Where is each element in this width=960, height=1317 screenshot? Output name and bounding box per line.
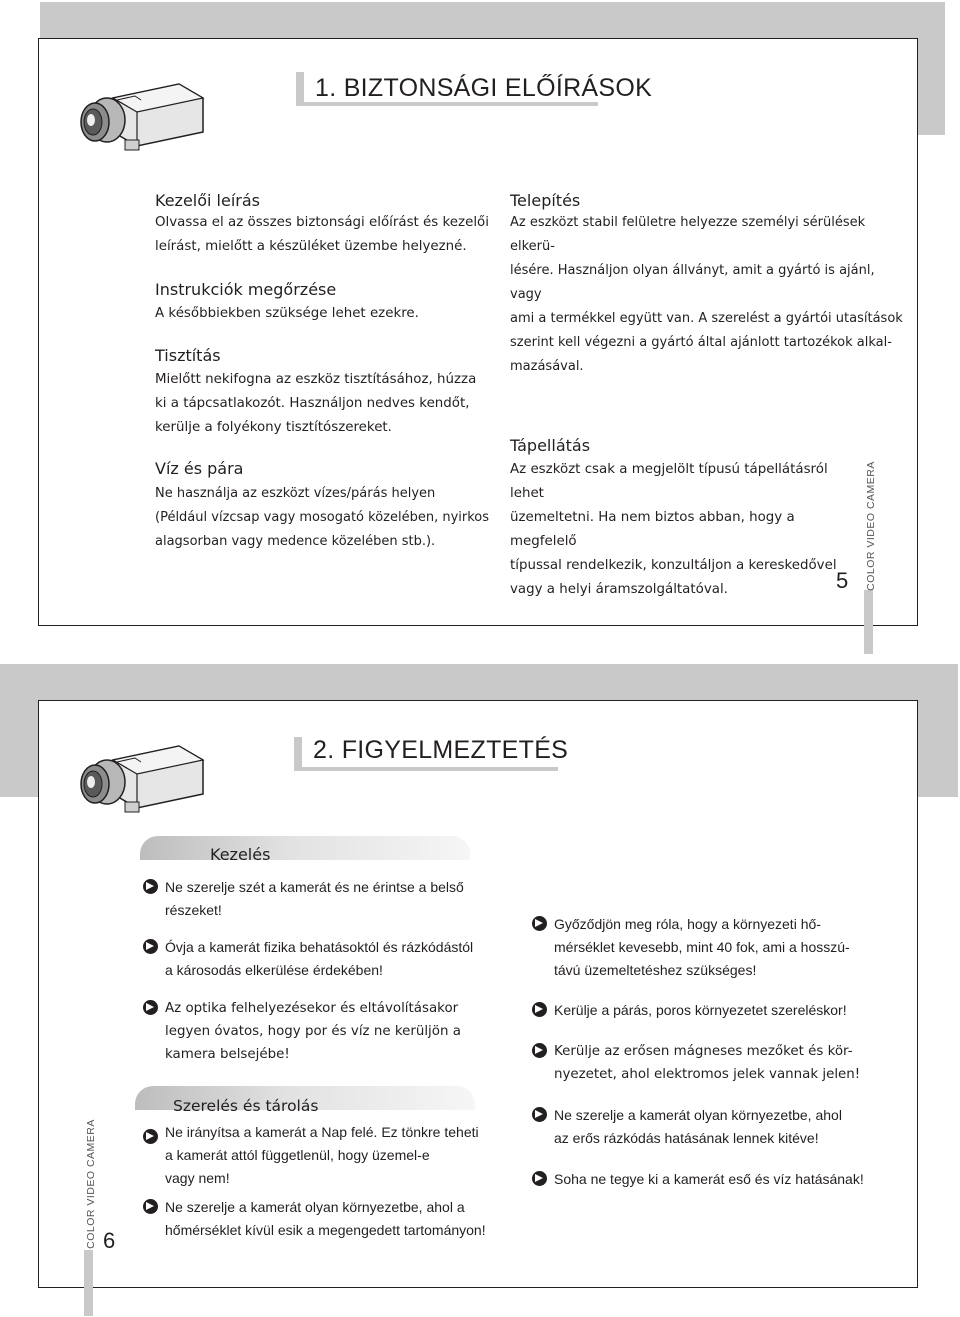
page5-text-instrukciok [155, 302, 495, 326]
szereles-heading: Szerelés és tárolás [173, 1097, 319, 1115]
arrow-bullet-icon [143, 1000, 158, 1015]
text-line: részeket! [165, 902, 222, 918]
page6-side-label: COLOR VIDEO CAMERA [84, 1119, 97, 1249]
text-line: Győződjön meg róla, hogy a környezeti hő- [554, 916, 821, 932]
text-line: kamera belsejébe! [165, 1047, 290, 1062]
text-line: üzemeltetni. Ha nem biztos abban, hogy a megfelelő [510, 510, 795, 549]
arrow-bullet-icon [532, 1171, 547, 1186]
text-line: vagy nem! [165, 1170, 230, 1186]
kezeles-item-3 [165, 997, 505, 1066]
text-line: Kerülje a párás, poros környezetet szereléskor! [554, 1002, 847, 1018]
page5-text-telepites [510, 211, 910, 379]
text-line: alagsorban vagy medence közelében stb.). [155, 534, 436, 549]
text-line: Olvassa el az összes biztonsági előírást és kezelői [155, 215, 489, 230]
text-line: legyen óvatos, hogy por és víz ne kerüljön a [165, 1024, 461, 1039]
text-line: típussal rendelkezik, konzultáljon a kereskedővel [510, 558, 837, 573]
right-item-2 [554, 999, 894, 1022]
text-line: ki a tápcsatlakozót. Használjon nedves kendőt, [155, 396, 470, 411]
text-line: A későbbiekben szüksége lehet ezekre. [155, 306, 419, 321]
page5-heading-kezeloi: Kezelői leírás [155, 191, 260, 210]
text-line: Soha ne tegye ki a kamerát eső és víz hatásának! [554, 1171, 864, 1187]
text-line: Kerülje az erősen mágneses mezőket és kör- [554, 1044, 853, 1059]
text-line: az erős rázkódás hatásának lennek kitéve! [554, 1130, 819, 1146]
page5-heading-instrukciok: Instrukciók megőrzése [155, 280, 336, 299]
text-line: leírást, mielőtt a készüléket üzembe helyezné. [155, 239, 467, 254]
text-line: vagy a helyi áramszolgáltatóval. [510, 582, 728, 597]
camera-illustration [75, 732, 210, 822]
page5-heading-tapellatas: Tápellátás [510, 436, 590, 455]
page5-heading-viz: Víz és pára [155, 459, 243, 478]
camera-illustration [75, 70, 210, 160]
text-line: Ne szerelje szét a kamerát és ne érintse a belső [165, 879, 464, 895]
text-line: Mielőtt nekifogna az eszköz tisztításához, húzza [155, 372, 477, 387]
page6-section-title: 2. FIGYELMEZTETÉS [313, 736, 569, 764]
text-line: a károsodás elkerülése érdekében! [165, 962, 383, 978]
right-item-5 [554, 1168, 894, 1191]
text-line: ami a termékkel együtt van. A szerelést a gyártói utasítások [510, 311, 903, 326]
page5-heading-telepites: Telepítés [510, 191, 580, 210]
arrow-bullet-icon [532, 1107, 547, 1122]
arrow-bullet-icon [143, 939, 158, 954]
page5-side-label: COLOR VIDEO CAMERA [864, 461, 877, 591]
right-item-4 [554, 1104, 894, 1150]
page5-text-tapellatas [510, 458, 865, 602]
text-line: kerülje a folyékony tisztítószereket. [155, 420, 392, 435]
text-line: (Például vízcsap vagy mosogató közelében, nyirkos [155, 510, 490, 525]
text-line: Ne szerelje a kamerát olyan környezetbe, ahol a [165, 1199, 465, 1215]
text-line: szerint kell végezni a gyártó által ajánlott tartozékok alkal- [510, 335, 892, 350]
text-line: Óvja a kamerát fizika behatásoktól és rázkódástól [165, 939, 474, 955]
text-line: hőmérséklet kívül esik a megengedett tartományon! [165, 1222, 486, 1238]
arrow-bullet-icon [532, 1002, 547, 1017]
text-line: Az optika felhelyezésekor és eltávolításakor [165, 1001, 459, 1016]
kezeles-item-2 [165, 936, 505, 982]
arrow-bullet-icon [143, 1129, 158, 1144]
text-line: Az eszközt csak a megjelölt típusú tápellátásról lehet [510, 462, 828, 501]
right-item-1 [554, 913, 884, 982]
text-line: nyezetet, ahol elektromos jelek vannak jelen! [554, 1067, 861, 1082]
kezeles-heading-shade [140, 836, 470, 860]
kezeles-item-1 [165, 876, 495, 922]
arrow-bullet-icon [532, 1043, 547, 1058]
page5-side-bar [864, 590, 873, 654]
page5-text-kezeloi [155, 211, 495, 259]
page5-heading-tisztitas: Tisztítás [155, 346, 221, 365]
szereles-item-2 [165, 1196, 510, 1242]
arrow-bullet-icon [143, 1199, 158, 1214]
kezeles-heading: Kezelés [210, 845, 271, 864]
text-line: lésére. Használjon olyan állványt, amit a gyártó is ajánl, vagy [510, 263, 875, 302]
page6-side-bar [84, 1250, 93, 1316]
page5-section-title: 1. BIZTONSÁGI ELŐÍRÁSOK [315, 74, 653, 102]
szereles-item-1 [165, 1121, 510, 1190]
page5-page-number: 5 [836, 568, 849, 593]
arrow-bullet-icon [143, 879, 158, 894]
page5-text-viz [155, 482, 500, 554]
text-line: távú üzemeltetéshez szükséges! [554, 962, 757, 978]
right-item-3 [554, 1040, 894, 1086]
text-line: a kamerát attól függetlenül, hogy üzemel-e [165, 1147, 430, 1163]
text-line: Ne irányítsa a kamerát a Nap felé. Ez tönkre teheti [165, 1124, 479, 1140]
text-line: Ne szerelje a kamerát olyan környezetbe, ahol [554, 1107, 842, 1123]
text-line: mérséklet kevesebb, mint 40 fok, ami a hosszú- [554, 939, 850, 955]
page5-text-tisztitas [155, 368, 495, 440]
text-line: mazásával. [510, 359, 584, 374]
text-line: Ne használja az eszközt vízes/párás helyen [155, 486, 436, 501]
page6-page-number: 6 [103, 1228, 116, 1253]
arrow-bullet-icon [532, 916, 547, 931]
text-line: Az eszközt stabil felületre helyezze személyi sérülések elkerü- [510, 215, 866, 254]
